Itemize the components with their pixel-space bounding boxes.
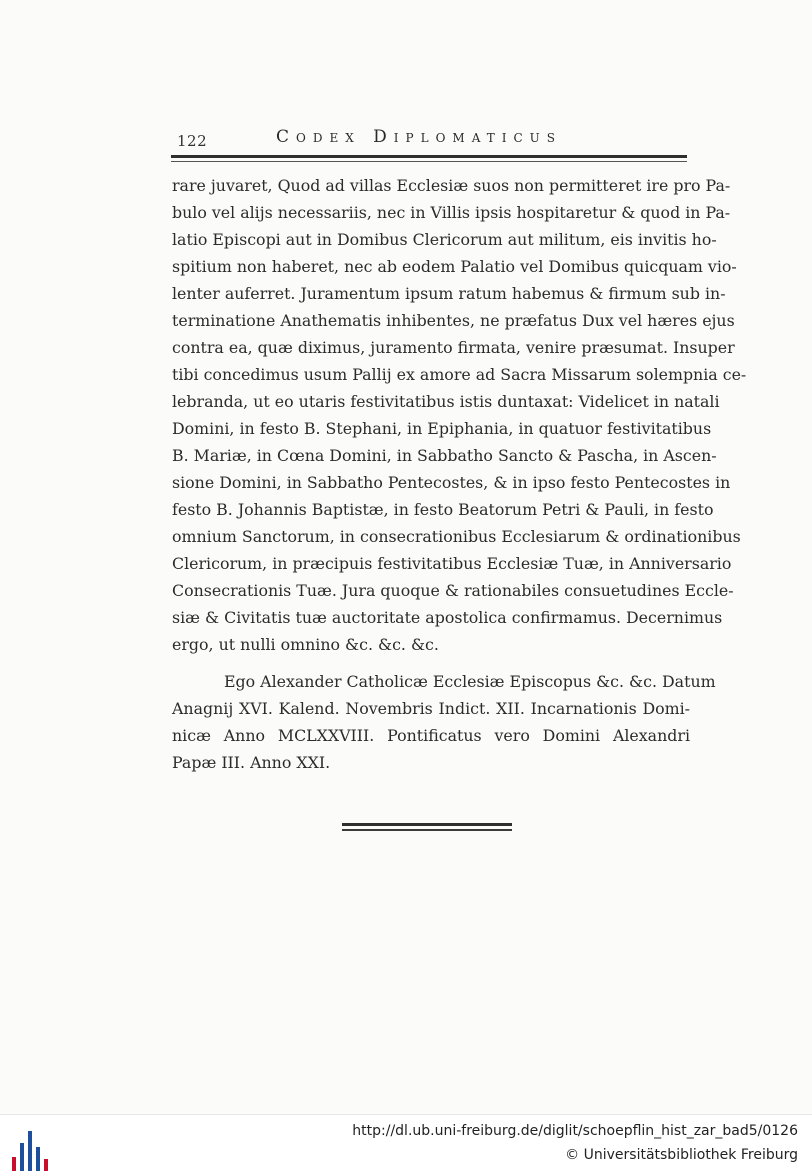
copyright-notice: © Universitätsbibliothek Freiburg	[565, 1147, 798, 1163]
text-line: B. Mariæ, in Cœna Domini, in Sabbatho Sancto & Pascha, in Ascen-	[172, 446, 717, 465]
text-line: bulo vel alijs necessariis, nec in Villis ipsis hospitaretur & quod in Pa-	[172, 203, 731, 222]
text-line: lenter auferret. Juramentum ipsum ratum habemus & firmum sub in-	[172, 284, 726, 303]
ub-freiburg-logo-icon	[12, 1125, 52, 1171]
text-line: Ego Alexander Catholicæ Ecclesiæ Episcopus &c. &c. Datum	[224, 672, 716, 691]
text-line: terminatione Anathematis inhibentes, ne præfatus Dux vel hæres ejus	[172, 311, 735, 330]
running-head: Codex Diplomaticus	[276, 127, 562, 147]
text-line: nicæ Anno MCLXXVIII. Pontificatus vero Domini Alexandri	[172, 726, 690, 745]
text-line: Anagnij XVI. Kalend. Novembris Indict. XII. Incarnationis Domi-	[172, 699, 690, 718]
text-line: siæ & Civitatis tuæ auctoritate apostolica confirmamus. Decernimus	[172, 608, 723, 627]
body-text	[172, 172, 747, 776]
paragraph-dating-clause	[172, 668, 716, 776]
text-line: Papæ III. Anno XXI.	[172, 753, 331, 772]
text-line: Consecrationis Tuæ. Jura quoque & rationabiles consuetudines Eccle-	[172, 581, 734, 600]
text-line: Clericorum, in præcipuis festivitatibus Ecclesiæ Tuæ, in Anniversario	[172, 554, 732, 573]
paragraph-charter-text	[172, 172, 747, 658]
text-line: ergo, ut nulli omnino &c. &c. &c.	[172, 635, 439, 654]
closing-double-rule	[342, 823, 512, 832]
text-line: spitium non haberet, nec ab eodem Palatio vel Domibus quicquam vio-	[172, 257, 737, 276]
text-line: contra ea, quæ diximus, juramento firmata, venire præsumat. Insuper	[172, 338, 735, 357]
permalink-url[interactable]: http://dl.ub.uni-freiburg.de/diglit/schoepflin_hist_zar_bad5/0126	[352, 1123, 798, 1139]
text-line: sione Domini, in Sabbatho Pentecostes, & in ipso festo Pentecostes in	[172, 473, 731, 492]
text-line: festo B. Johannis Baptistæ, in festo Beatorum Petri & Pauli, in festo	[172, 500, 714, 519]
text-line: Domini, in festo B. Stephani, in Epiphania, in quatuor festivitatibus	[172, 419, 712, 438]
page-number: 122	[177, 132, 208, 150]
text-line: tibi concedimus usum Pallij ex amore ad Sacra Missarum solempnia ce-	[172, 365, 747, 384]
text-line: lebranda, ut eo utaris festivitatibus istis duntaxat: Videlicet in natali	[172, 392, 720, 411]
text-line: latio Episcopi aut in Domibus Clericorum aut militum, eis invitis ho-	[172, 230, 717, 249]
viewer-footer	[0, 1114, 812, 1174]
header-double-rule	[171, 155, 687, 164]
text-line: omnium Sanctorum, in consecrationibus Ecclesiarum & ordinationibus	[172, 527, 741, 546]
text-line: rare juvaret, Quod ad villas Ecclesiæ suos non permitteret ire pro Pa-	[172, 176, 731, 195]
